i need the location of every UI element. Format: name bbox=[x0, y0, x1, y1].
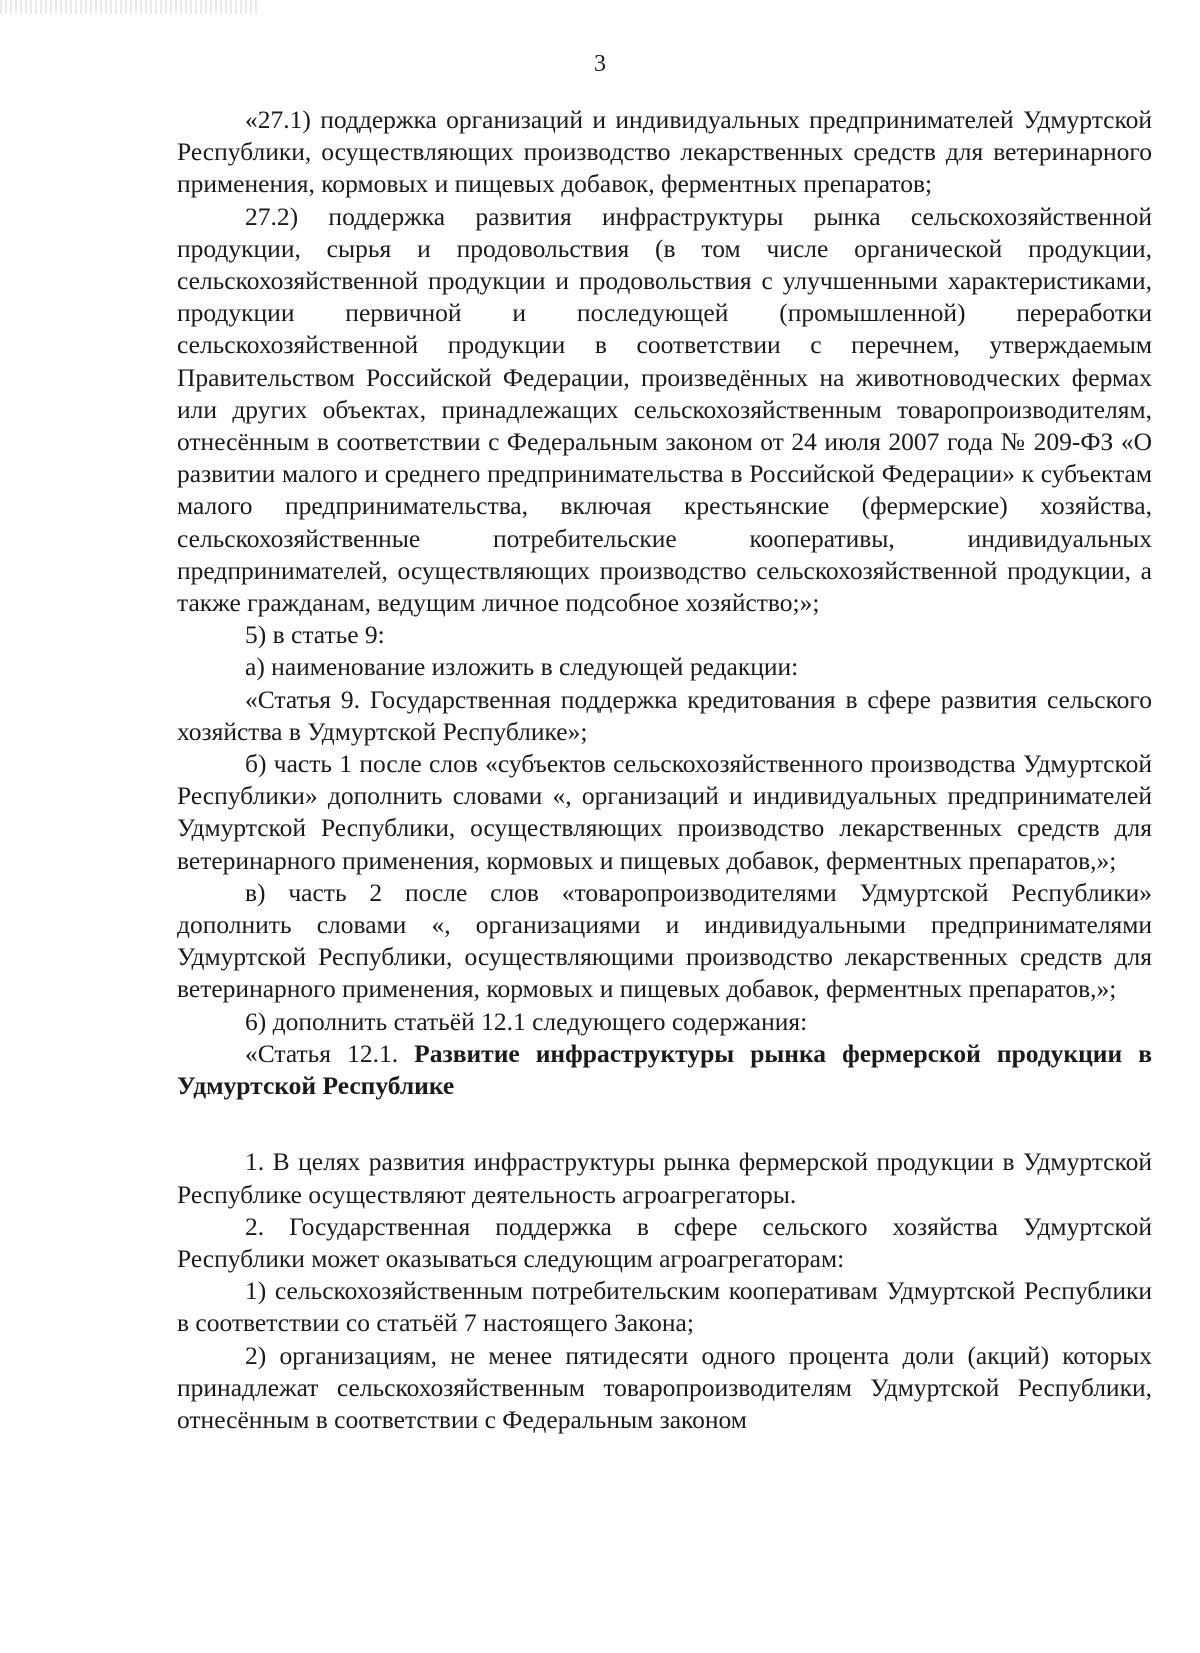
paragraph-27-1: «27.1) поддержка организаций и индивидуальных предпринимателей Удмуртской Республики, осуществляющих производство лекарственных средств для ветеринарного применения, кормовых и пищевых добавок, ферментных препаратов; bbox=[177, 105, 1152, 199]
paragraph-item-5: 5) в статье 9: bbox=[245, 620, 385, 650]
paragraph-item-6: 6) дополнить статьёй 12.1 следующего содержания: bbox=[245, 1006, 808, 1036]
article-heading-prefix: «Статья 12.1. bbox=[245, 1038, 415, 1068]
page-number: 3 bbox=[594, 51, 606, 77]
article-heading-title: Развитие инфраструктуры рынка фермерской продукции в Удмуртской Республике bbox=[177, 1038, 1152, 1101]
paragraph-item-5v: в) часть 2 после слов «товаропроизводителями Удмуртской Республики» дополнить словами «, организациями и индивидуальными предпринимателями Удмуртской Республики, осуществляющими производство лекарственных средств для ветеринарного применения, кормовых и пищевых добавок, ферментных препаратов,»; bbox=[177, 877, 1152, 1004]
paragraph-article-9-title: «Статья 9. Государственная поддержка кредитования в сфере развития сельского хозяйства в Удмуртской Республике»; bbox=[177, 684, 1152, 746]
article-paragraph-2-1: 1) сельскохозяйственным потребительским кооперативам Удмуртской Республики в соответствии со статьёй 7 настоящего Закона; bbox=[177, 1276, 1152, 1338]
paragraph-27-2: 27.2) поддержка развития инфраструктуры рынка сельскохозяйственной продукции, сырья и продовольствия (в том числе органической продукции, сельскохозяйственной продукции и продовольствия с улучшенными характеристиками, продукции первичной и последующей (промышленной) переработки сельскохозяйственной продукции в соответствии с перечнем, утверждаемым Правительством Российской Федерации, произведённых на животноводческих фермах или других объектах, принадлежащих сельскохозяйственным товаропроизводителям, отнесённым в соответствии с Федеральным законом от 24 июля 2007 года № 209-ФЗ «О развитии малого и среднего предпринимательства в Российской Федерации» к субъектам малого предпринимательства, включая крестьянские (фермерские) хозяйства, сельскохозяйственные потребительские кооперативы, индивидуальных предпринимателей, осуществляющих производство сельскохозяйственной продукции, а также гражданам, ведущим личное подсобное хозяйство;»; bbox=[177, 201, 1152, 618]
paragraph-item-5b: б) часть 1 после слов «субъектов сельскохозяйственного производства Удмуртской Республики» дополнить словами «, организаций и индивидуальных предпринимателей Удмуртской Республики, осуществляющих производство лекарственных средств для ветеринарного применения, кормовых и пищевых добавок, ферментных препаратов,»; bbox=[177, 749, 1152, 875]
article-paragraph-2-2: 2) организациям, не менее пятидесяти одного процента доли (акций) которых принадлежат сельскохозяйственным товаропроизводителям Удмуртской Республики, отнесённым в соответствии с Федеральным законом bbox=[177, 1340, 1152, 1434]
article-paragraph-1: 1. В целях развития инфраструктуры рынка фермерской продукции в Удмуртской Республике осуществляют деятельность агроагрегаторы. bbox=[177, 1147, 1152, 1209]
document-body bbox=[177, 104, 1152, 1436]
article-12-1-heading bbox=[177, 1038, 1152, 1102]
paragraph-item-5a: а) наименование изложить в следующей редакции: bbox=[245, 652, 799, 682]
article-paragraph-2: 2. Государственная поддержка в сфере сельского хозяйства Удмуртской Республики может оказываться следующим агроагрегаторам: bbox=[177, 1211, 1152, 1273]
scan-artifact bbox=[0, 0, 260, 14]
